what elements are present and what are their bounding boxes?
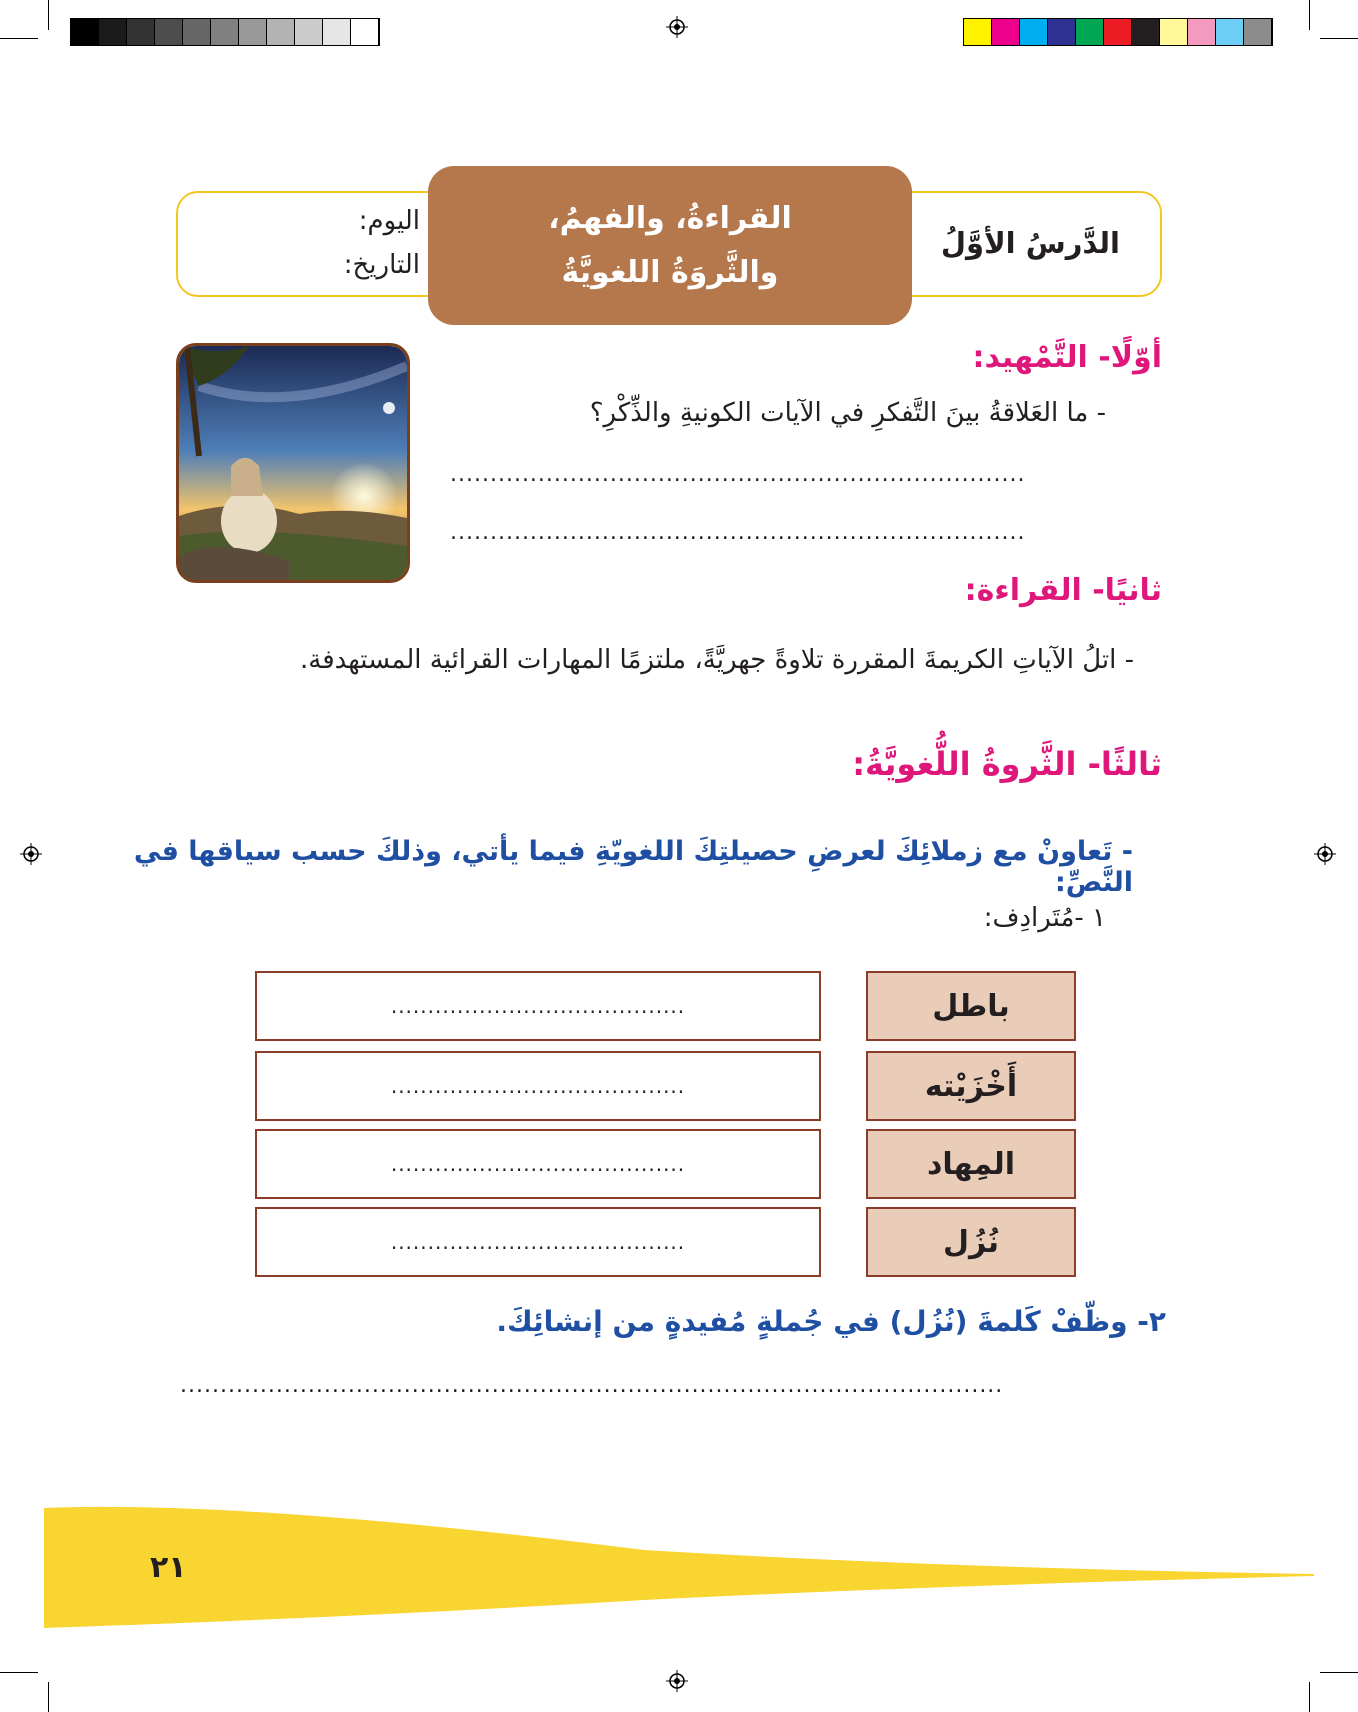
grayscale-bar: [70, 18, 380, 46]
registration-mark-icon: [666, 1670, 688, 1692]
section3-title: ثالثًا- الثَّروةُ اللُّغويَّةُ:: [852, 745, 1162, 783]
answer-dots: ........................................: [390, 1152, 686, 1176]
crop-mark: [1320, 1672, 1358, 1673]
color-swatch: [351, 19, 379, 45]
answer-line: ........................................................................: [450, 462, 1026, 487]
color-swatch: [1048, 19, 1076, 45]
page-number: ٢١: [150, 1550, 187, 1585]
lesson-title-banner: [428, 166, 912, 325]
color-swatch: [239, 19, 267, 45]
task2-answer-line[interactable]: .......................................................................................................: [180, 1373, 1004, 1398]
landscape-illustration: [179, 346, 407, 580]
answer-box[interactable]: [255, 1129, 821, 1199]
color-swatch: [1076, 19, 1104, 45]
section2-instruction: - اتلُ الآياتِ الكريمةَ المقررة تلاوةً جهريَّةً، ملتزمًا المهارات القرائية المستهدفة.: [300, 645, 1134, 675]
word-cell: أَخْزَيْته: [866, 1051, 1076, 1121]
color-swatch: [1216, 19, 1244, 45]
lesson-title-line1: القراءةُ، والفهمُ،: [548, 200, 792, 236]
registration-mark-icon: [20, 843, 42, 865]
task2-instruction: ٢- وظّفْ كَلمةَ (نُزُل) في جُملةٍ مُفيدةٍ من إنشائِكَ.: [496, 1305, 1166, 1338]
color-swatch: [71, 19, 99, 45]
color-swatch: [99, 19, 127, 45]
date-label: التاريخ:: [343, 250, 420, 280]
registration-mark-icon: [666, 16, 688, 38]
color-swatch: [295, 19, 323, 45]
color-swatch: [183, 19, 211, 45]
color-swatch: [1244, 19, 1272, 45]
color-swatch: [127, 19, 155, 45]
man-contemplating-sky-photo: [176, 343, 410, 583]
section1-title: أوّلًا- التَّمْهيد:: [972, 340, 1162, 375]
word-cell: باطل: [866, 971, 1076, 1041]
color-swatch: [1104, 19, 1132, 45]
answer-box[interactable]: [255, 971, 821, 1041]
section3-instruction: - تَعاونْ مع زملائِكَ لعرضِ حصيلتِكَ اللغويّةِ فيما يأتي، وذلكَ حسب سياقها في النَّصِّ:: [133, 836, 1133, 898]
section1-question: - ما العَلاقةُ بينَ التَّفكرِ في الآيات الكونيةِ والذِّكْرِ؟: [589, 398, 1106, 428]
color-swatch: [1020, 19, 1048, 45]
answer-dots: ........................................: [390, 1230, 686, 1254]
color-swatch: [155, 19, 183, 45]
color-swatch: [211, 19, 239, 45]
answer-box[interactable]: [255, 1051, 821, 1121]
crop-mark: [1320, 38, 1358, 39]
color-swatch: [992, 19, 1020, 45]
color-swatch: [1188, 19, 1216, 45]
word-cell: نُزُل: [866, 1207, 1076, 1277]
day-label: اليوم:: [358, 206, 420, 236]
lesson-label: الدَّرسُ الأوَّلُ: [940, 226, 1120, 260]
color-bar: [963, 18, 1273, 46]
crop-mark: [0, 38, 38, 39]
registration-mark-icon: [1314, 843, 1336, 865]
answer-box[interactable]: [255, 1207, 821, 1277]
answer-line: ........................................................................: [450, 520, 1026, 545]
lesson-title-line2: والثَّروَةُ اللغويَّةُ: [561, 254, 779, 290]
color-swatch: [323, 19, 351, 45]
synonyms-subtitle: ١ -مُتَرادِف:: [983, 903, 1106, 933]
word-cell: المِهاد: [866, 1129, 1076, 1199]
crop-mark: [1309, 0, 1310, 30]
color-swatch: [964, 19, 992, 45]
answer-dots: ........................................: [390, 1074, 686, 1098]
color-swatch: [1160, 19, 1188, 45]
answer-dots: ........................................: [390, 994, 686, 1018]
section2-title: ثانيًا- القراءة:: [964, 573, 1162, 608]
crop-mark: [1309, 1682, 1310, 1712]
color-swatch: [267, 19, 295, 45]
crop-mark: [0, 1672, 38, 1673]
crop-mark: [48, 1682, 49, 1712]
crop-mark: [48, 0, 49, 30]
footer-band: [44, 1500, 1314, 1630]
color-swatch: [1132, 19, 1160, 45]
